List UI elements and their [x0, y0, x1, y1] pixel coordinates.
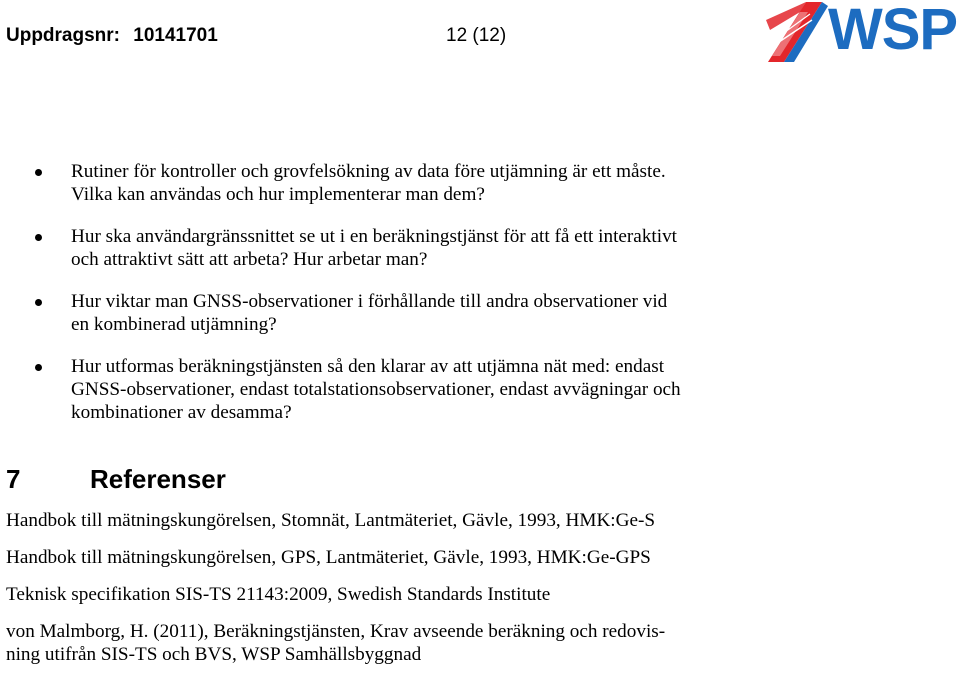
- list-item-line: kombinationer av desamma?: [71, 402, 292, 423]
- list-item: [0, 225, 771, 271]
- list-item-line: Hur ska användargränssnittet se ut i en beräkningstjänst för att få ett interaktivt: [71, 226, 678, 247]
- assignment-number: 10141701: [133, 25, 218, 46]
- list-item-line: en kombinerad utjämning?: [71, 314, 277, 335]
- logo-wordmark: WSP: [828, 0, 958, 62]
- list-item-line: GNSS-observationer, endast totalstationsobservationer, endast avvägningar och: [71, 379, 681, 400]
- list-item-line: Hur viktar man GNSS-observationer i förhållande till andra observationer vid: [71, 291, 668, 312]
- list-item-line: Vilka kan användas och hur implementerar man dem?: [71, 184, 485, 205]
- list-item-line: Rutiner för kontroller och grovfelsökning av data före utjämning är ett måste.: [71, 161, 666, 182]
- reference-list: [6, 509, 766, 680]
- assignment-info: [6, 25, 218, 47]
- reference-item: [6, 546, 766, 569]
- bullet-icon: [35, 169, 42, 176]
- assignment-label: Uppdragsnr:: [6, 25, 120, 46]
- list-item: [0, 290, 771, 336]
- section-heading: [6, 464, 226, 495]
- reference-line: Handbok till mätningskungörelsen, GPS, Lantmäteriet, Gävle, 1993, HMK:Ge-GPS: [6, 547, 651, 568]
- list-item-line: Hur utformas beräkningstjänsten så den klarar av att utjämna nät med: endast: [71, 356, 665, 377]
- list-item: [0, 355, 771, 424]
- reference-line: Teknisk specifikation SIS-TS 21143:2009, Swedish Standards Institute: [6, 584, 551, 605]
- logo-flag-icon: [766, 2, 828, 62]
- bullet-icon: [35, 364, 42, 371]
- reference-item: [6, 620, 766, 666]
- section-number: 7: [6, 464, 21, 494]
- reference-item: [6, 509, 766, 532]
- list-item: [0, 160, 771, 206]
- page-indicator: 12 (12): [446, 25, 507, 46]
- bullet-icon: [35, 234, 42, 241]
- reference-line: von Malmborg, H. (2011), Beräkningstjänsten, Krav avseende beräkning och redovis-: [6, 621, 666, 642]
- bullet-icon: [35, 299, 42, 306]
- section-title: Referenser: [90, 464, 226, 494]
- reference-line: Handbok till mätningskungörelsen, Stomnät, Lantmäteriet, Gävle, 1993, HMK:Ge-S: [6, 510, 656, 531]
- question-list: [0, 160, 771, 443]
- list-item-line: och attraktivt sätt att arbeta? Hur arbetar man?: [71, 249, 428, 270]
- reference-line: ning utifrån SIS-TS och BVS, WSP Samhällsbyggnad: [6, 644, 422, 665]
- reference-item: [6, 583, 766, 606]
